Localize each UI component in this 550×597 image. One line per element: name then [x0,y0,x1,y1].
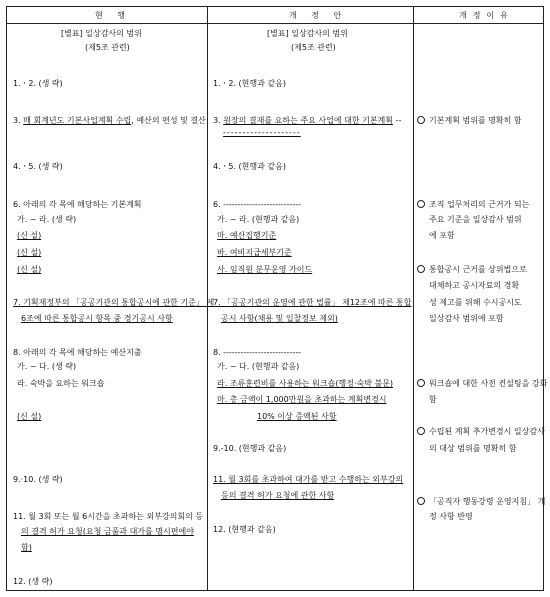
revised-item-12: 12. (현행과 같음) [213,525,276,534]
revised-item-1-2: 1.ㆍ2. (현행과 같음) [213,79,286,88]
current-item-4-5: 4.ㆍ5. (생 략) [13,162,63,171]
revised-item-6-ma: 마. 예산집행기준 [217,231,277,240]
column-divider-2 [413,7,414,590]
current-item-6-new2: (신 설) [17,248,42,257]
revised-item-8: 8. --------------------------- [213,348,302,357]
current-subtitle: (제5조 관련) [85,43,130,52]
current-item-8: 8. 아래의 각 목에 해당하는 예산지출 [13,348,142,357]
current-title: [별표] 일상감사의 범위 [61,29,142,38]
reason-4-line1: 워크숍에 대한 사전 컨설팅을 강화 [417,379,547,389]
reason-2-line2: 주요 기준을 일상감사 범위 [429,215,522,224]
current-item-6-a: 가. ~ 라. (생 략) [17,215,77,224]
circle-bullet-icon [417,265,425,273]
circle-bullet-icon [417,379,425,387]
revised-title: [별표] 일상감사의 범위 [267,29,348,38]
revised-item-8-a: 가. ~ 다. (현행과 같음) [217,362,300,371]
revised-item-6-sa: 사. 임직원 분무운영 가이드 [217,265,313,274]
header-reason: 개정이유 [459,11,514,20]
revised-item-3: 3. 원장의 결재를 요하는 주요 사업에 대한 기본계획 -- [213,116,402,125]
revised-item-6-ba: 바. 여비지급세부기준 [217,248,292,257]
revised-item-11-line2: 등의 결격 허가 요청에 관한 사항 [221,491,335,500]
table-header [7,7,543,24]
header-current: 현 행 [95,11,131,20]
reason-3-line4: 일상감사 범위에 포함 [429,314,504,323]
revised-subtitle: (제5조 관련) [291,43,336,52]
revised-item-8-c-line1: 마. 총 금액이 1,000만원을 초과하는 계획변경시 [217,395,387,404]
revised-item-8-c-line2: 10% 이상 증액된 사항 [257,412,337,421]
reason-4-line2: 함 [429,395,437,404]
circle-bullet-icon [417,497,425,505]
current-item-3: 3. 매 회계년도 기본사업계획 수립, 예산의 편성 및 결산 [13,116,206,125]
reason-1: 기본계획 범위를 명확히 함 [417,116,522,126]
reason-2-line1: 조직 업무처리의 근거가 되는 [417,200,529,210]
reason-3-line3: 성 제고를 위해 수시공시도 [429,298,522,307]
reason-5-line2: 의 대상 범위를 명확히 함 [429,444,517,453]
comparison-table [6,6,548,591]
revised-item-11-line1: 11. 월 3회를 초과하여 대가를 받고 수행하는 외부강의 [213,475,404,484]
current-item-11-line2: 의 결격 허가 요청(요청 금품과 대가를 명시편에야 [21,527,194,536]
revised-item-8-b: 라. 조류훈련비를 사용하는 워크숍(행정·숙박 불문) [217,379,394,388]
current-item-1-2: 1.ㆍ2. (생 략) [13,79,63,88]
reason-3-line2: 대체하고 공시자료의 경확 [429,281,520,290]
current-item-6-new1: (신 설) [17,231,42,240]
revised-item-3-dash: -------------------- [223,128,301,137]
circle-bullet-icon [417,200,425,208]
current-item-6: 6. 아래의 각 목에 해당하는 기본계획 [13,200,142,209]
current-item-9-10: 9.·10. (생 략) [13,475,63,484]
circle-bullet-icon [417,427,425,435]
revised-item-6: 6. --------------------------- [213,200,302,209]
current-item-8-new: (신 설) [17,412,42,421]
current-item-8-b: 라. 숙박을 요하는 워크숍 [17,379,105,388]
revised-item-7-line1: 7. 「공공기관의 운영에 관한 법률」 제12조에 따른 통합 [213,298,412,307]
current-item-6-new3: (신 설) [17,265,42,274]
revised-item-4-5: 4.ㆍ5. (현행과 같음) [213,162,286,171]
header-revised: 개 정 안 [289,11,348,20]
revised-item-7-line2: 공시 사항(채용 및 입찰정보 제외) [221,314,338,323]
revised-item-6-a: 가. ~ 라. (현행과 같음) [217,215,300,224]
circle-bullet-icon [417,116,425,124]
revised-item-9-10: 9.-10. (현행과 같음) [213,444,287,453]
reason-3-line1: 통합공시 근거를 상위법으로 [417,265,527,275]
reason-5-line1: 수립된 계획 추가변경시 일상감사 [417,427,545,437]
reason-6-line1: 「공직자 행동강령 운영지침」 개 [417,497,545,507]
reason-2-line3: 에 포함 [429,231,455,240]
current-item-11-line3: 함) [21,543,32,552]
current-item-7-line2: 6조에 따른 통합공시 항목 중 경기공시 사항 [21,314,173,323]
reason-6-line2: 정 사항 반영 [429,512,473,521]
current-item-11-line1: 11. 월 3회 또는 월 6시간을 초과하는 외부강의회의 등 [13,512,204,521]
current-item-12: 12. (생 략) [13,577,53,586]
current-item-8-a: 가. ~ 다. (생 략) [17,362,77,371]
current-item-7-line1: 7. 기획재정부의 「공공기관의 통합공시에 관한 기준」 제 [13,298,215,307]
